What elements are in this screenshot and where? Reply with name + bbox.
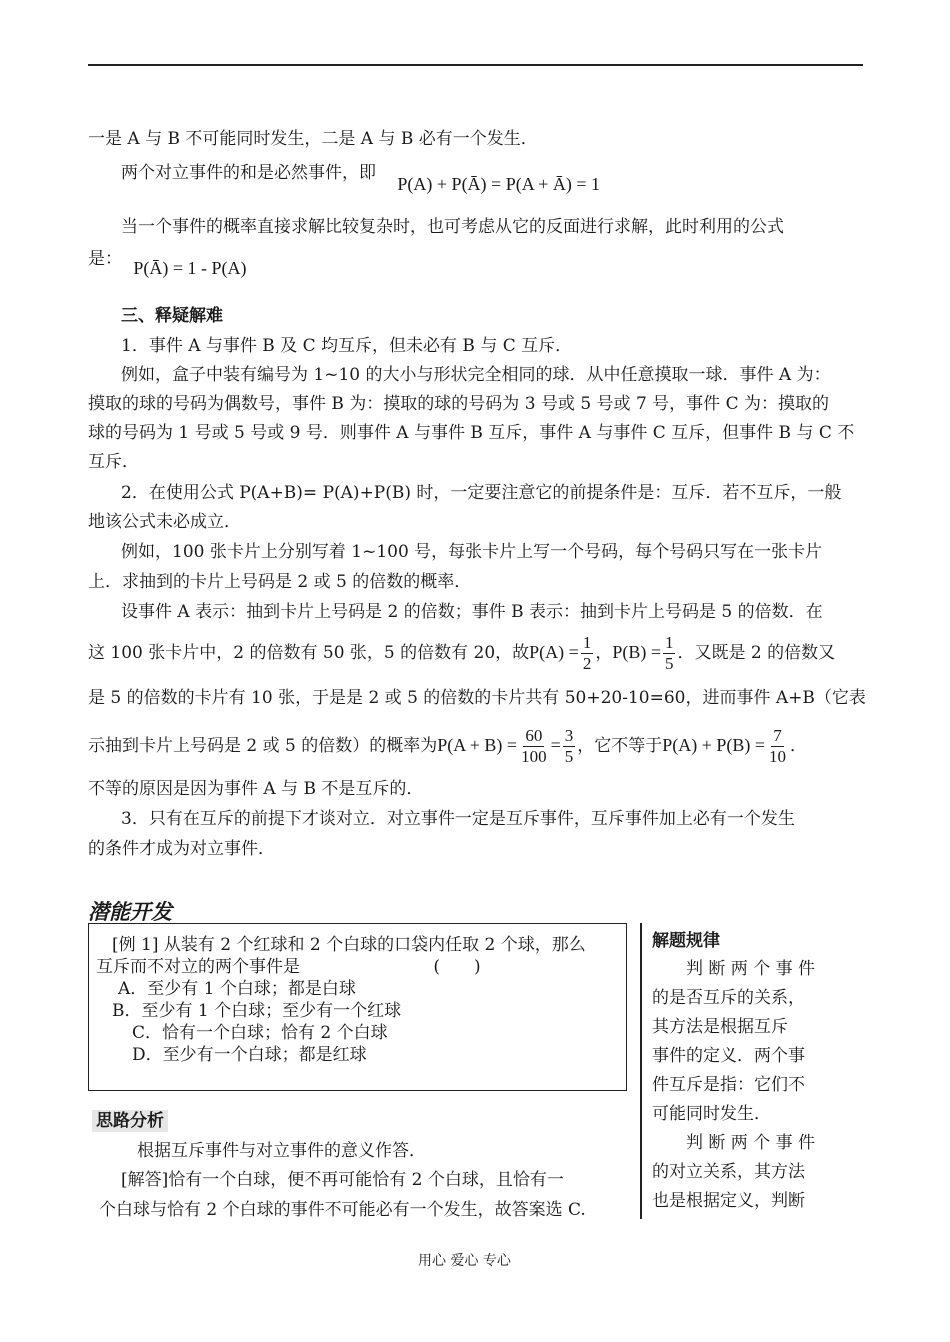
pab-fraction — [519, 726, 549, 767]
sidebar-divider — [640, 923, 642, 1219]
pab-den: 100 — [521, 747, 547, 766]
pb-label: P(B) = — [612, 642, 661, 662]
s3-p3a: 2．在使用公式 P(A+B)= P(A)+P(B) 时，一定要注意它的前提条件是：互斥．若不互斥，一般 — [121, 483, 842, 503]
s3-p5d — [88, 720, 807, 771]
s3-p5b-text: 这 100 张卡片中，2 的倍数有 50 张，5 的倍数有 20，故 — [88, 643, 530, 663]
option-c: C．恰有一个白球；恰有 2 个白球 — [132, 1023, 388, 1043]
sidebar-line: 可能同时发生． — [652, 1104, 771, 1124]
answer-paren: ( ) — [433, 957, 481, 977]
pa-label: P(A) = — [529, 642, 579, 662]
option-d: D．至少有一个白球；都是红球 — [132, 1045, 367, 1065]
pb-num: 1 — [664, 633, 674, 652]
pab-s-num: 3 — [564, 726, 574, 745]
papb-num: 7 — [773, 726, 782, 745]
s3-p6a: 3．只有在互斥的前提下才谈对立．对立事件一定是互斥事件，互斥事件加上必有一个发生 — [121, 809, 795, 829]
sidebar-line: 的是否互斥的关系， — [652, 988, 805, 1008]
potential-section-title: 潜能开发 — [88, 900, 172, 924]
s3-p2a: 例如，盒子中装有编号为 1~10 的大小与形状完全相同的球．从中任意摸取一球．事件 A 为： — [121, 365, 831, 385]
s3-p5a: 设事件 A 表示：抽到卡片上号码是 2 的倍数；事件 B 表示：抽到卡片上号码是 5 的倍数．在 — [121, 602, 823, 622]
complement-sum-formula: P(A) + P(Ā) = P(A + Ā) = 1 — [397, 174, 601, 194]
intro-line-4 — [88, 246, 247, 278]
s3-p4a: 例如，100 张卡片上分别写着 1~100 号，每张卡片上写一个号码，每个号码只写在一张卡片 — [121, 542, 823, 562]
answer-line-2: 个白球与恰有 2 个白球的事件不可能必有一个发生，故答案选 C. — [99, 1200, 586, 1220]
complement-formula: P(Ā) = 1 - P(A) — [133, 258, 247, 278]
pa-fraction — [581, 633, 594, 674]
sidebar-title: 解题规律 — [652, 931, 720, 951]
sidebar-line: 的对立关系，其方法 — [652, 1162, 805, 1182]
s3-p5b — [88, 628, 835, 677]
answer-line-1: [解答]恰有一个白球，便不再可能恰有 2 个白球，且恰有一 — [121, 1170, 564, 1190]
sidebar-line: 判 断 两 个 事 件 — [686, 959, 816, 979]
intro-line-4-text: 是： — [88, 249, 122, 269]
s3-p4b: 上．求抽到的卡片上号码是 2 或 5 的倍数的概率． — [88, 572, 472, 592]
section-3-title: 三、释疑解难 — [121, 306, 223, 326]
pa-plus-pb-fraction — [767, 726, 788, 767]
pb-fraction — [663, 633, 676, 674]
s3-p5d-text: 示抽到卡片上号码是 2 或 5 的倍数）的概率为 — [88, 736, 438, 756]
sidebar-line: 事件的定义．两个事 — [652, 1046, 805, 1066]
intro-line-2-text: 两个对立事件的和是必然事件，即 — [121, 163, 376, 183]
header-rule — [88, 64, 863, 66]
s3-p2b: 摸取的球的号码为偶数号，事件 B 为：摸取的球的号码为 3 号或 5 号或 7 号，事件 C 为：摸取的 — [88, 394, 829, 414]
s3-p2c: 球的号码为 1 号或 5 号或 9 号．则事件 A 与事件 B 互斥，事件 A 与事件 C 互斥，但事件 B 与 C 不 — [88, 423, 855, 443]
option-b: B．至少有 1 个白球；至少有一个红球 — [112, 1001, 402, 1021]
analysis-title — [92, 1106, 168, 1131]
sidebar-line: 件互斥是指：它们不 — [652, 1075, 805, 1095]
sidebar-line: 判 断 两 个 事 件 — [686, 1133, 816, 1153]
pa-num: 1 — [582, 633, 592, 652]
pab-simplified — [563, 726, 576, 767]
sidebar-body — [652, 955, 824, 1216]
pa-pb-sep: ， — [595, 643, 613, 663]
sidebar-line: 也是根据定义，判断 — [652, 1191, 805, 1211]
s3-p6b: 的条件才成为对立事件． — [88, 839, 275, 859]
pa-den: 2 — [582, 654, 592, 673]
s3-p5b-post: ．又既是 2 的倍数又 — [677, 643, 836, 663]
intro-line-1: 一是 A 与 B 不可能同时发生，二是 A 与 B 必有一个发生． — [88, 129, 538, 149]
example-line-2-text: 互斥而不对立的两个事件是 — [96, 957, 300, 977]
s3-p5c: 是 5 的倍数的卡片有 10 张，于是是 2 或 5 的倍数的卡片共有 50+20-10=60，进而事件 A+B（它表 — [88, 688, 866, 708]
intro-line-2 — [121, 160, 601, 194]
pab-label: P(A + B) = — [437, 735, 518, 755]
pb-den: 5 — [664, 654, 674, 673]
s3-p5d-mid: ，它不等于 — [577, 736, 663, 756]
papb-den: 10 — [769, 747, 787, 766]
intro-line-3: 当一个事件的概率直接求解比较复杂时，也可考虑从它的反面进行求解，此时利用的公式 — [121, 217, 784, 237]
analysis-title-label: 思路分析 — [92, 1110, 168, 1132]
analysis-text: 根据互斥事件与对立事件的意义作答． — [137, 1141, 426, 1161]
sidebar-line: 其方法是根据互斥 — [652, 1017, 788, 1037]
option-a: A．至少有 1 个白球；都是白球 — [118, 979, 356, 999]
pab-num: 60 — [525, 726, 543, 745]
s3-p3b: 地该公式未必成立． — [88, 512, 241, 532]
s3-p5d-end: ． — [790, 736, 808, 756]
s3-p5e: 不等的原因是因为事件 A 与 B 不是互斥的． — [88, 779, 424, 799]
s3-p2d: 互斥． — [88, 452, 139, 472]
page-footer: 用心 爱心 专心 — [418, 1253, 511, 1269]
pa-plus-pb-label: P(A) + P(B) = — [662, 735, 766, 755]
s3-p1: 1．事件 A 与事件 B 及 C 均互斥，但未必有 B 与 C 互斥． — [121, 336, 573, 356]
example-line-1: [例 1] 从装有 2 个红球和 2 个白球的口袋内任取 2 个球，那么 — [112, 935, 586, 955]
pab-eq: = — [550, 735, 561, 755]
pab-s-den: 5 — [564, 747, 574, 766]
